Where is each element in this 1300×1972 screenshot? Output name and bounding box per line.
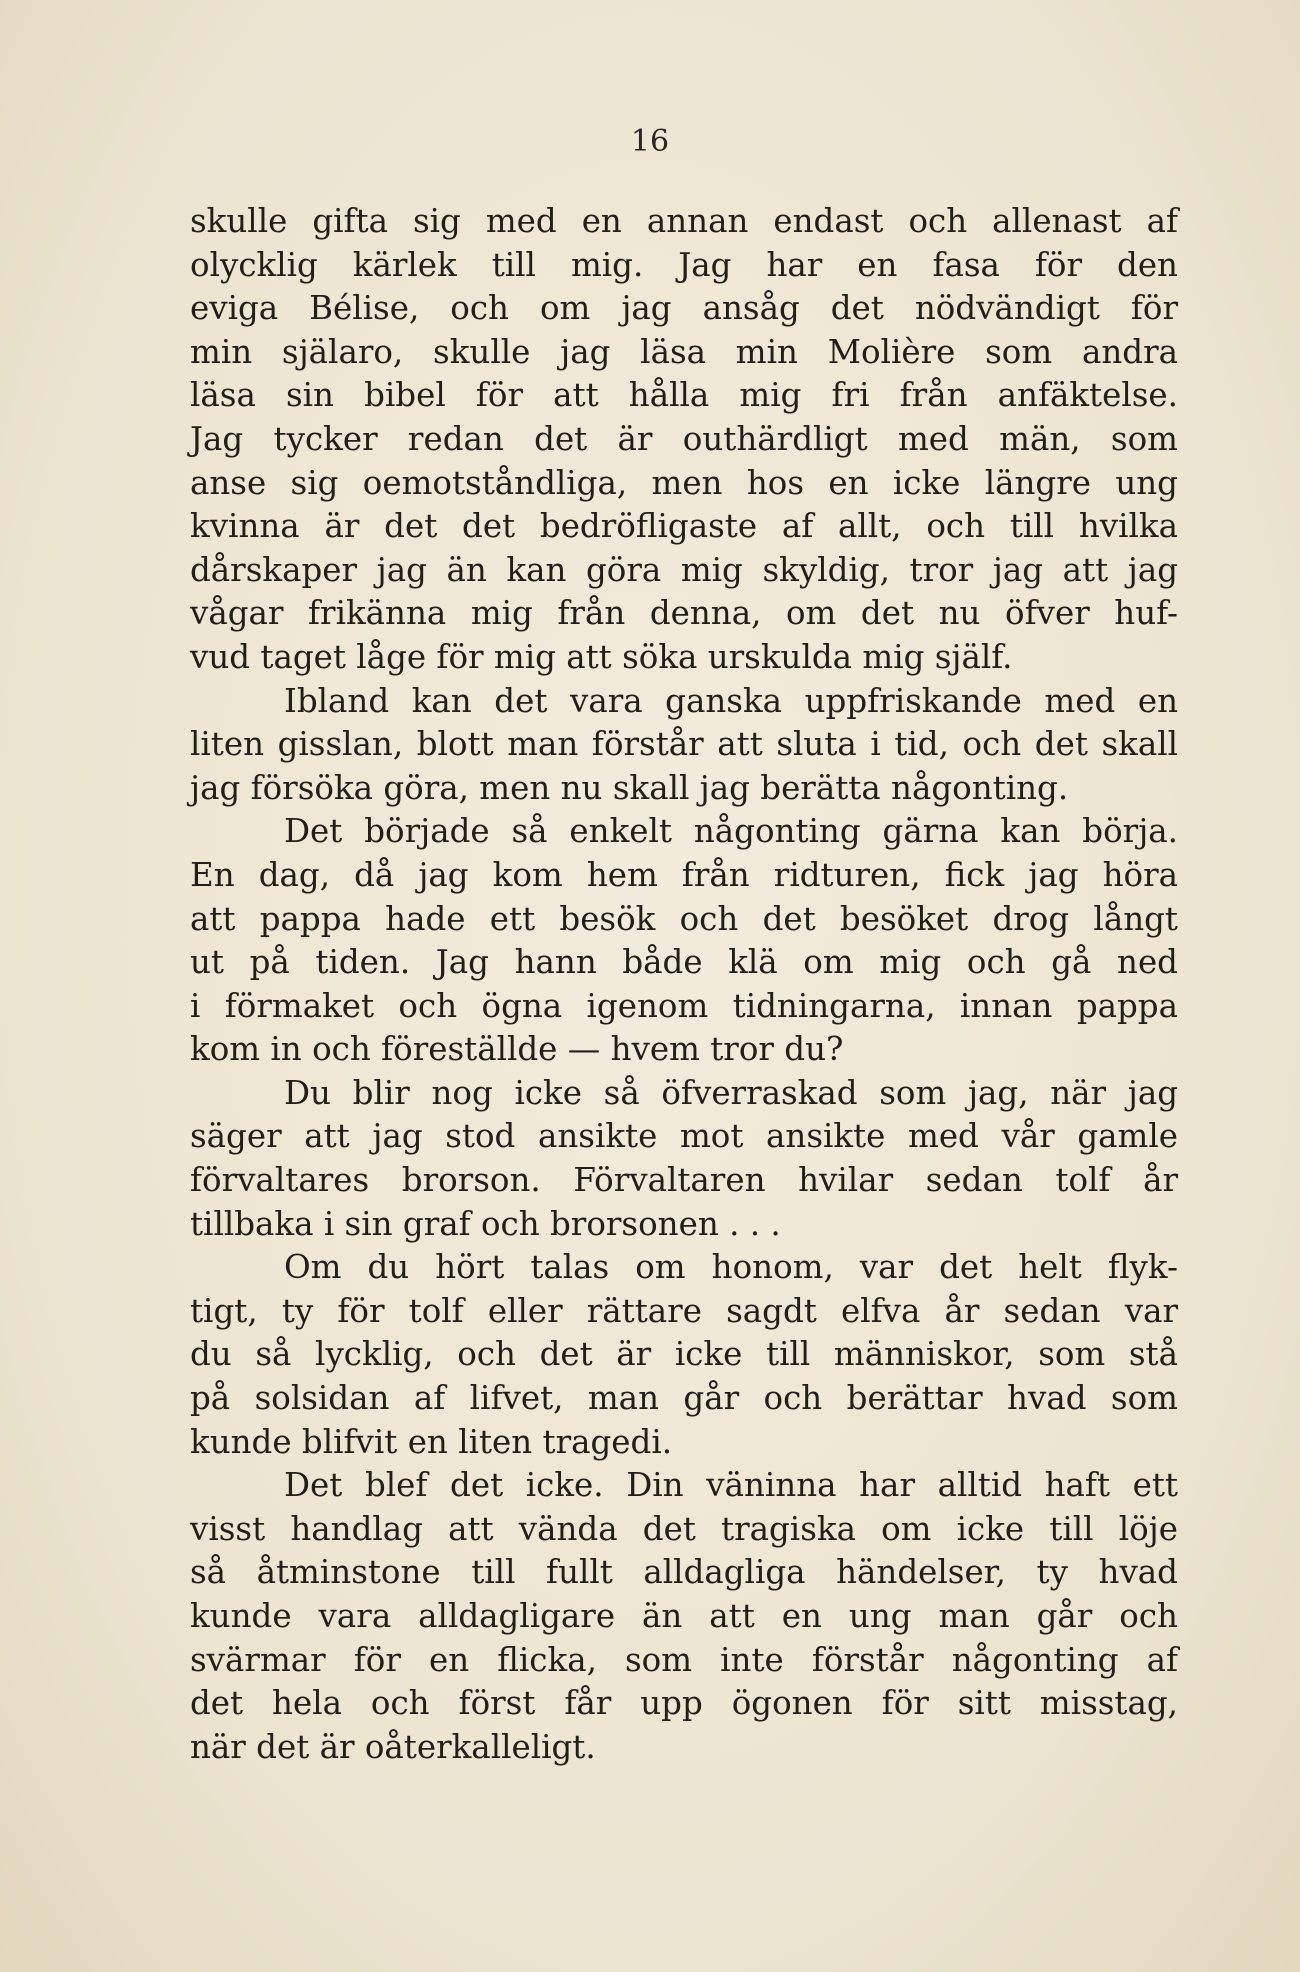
text-line: vågar frikänna mig från denna, om det nu öfver huf- (190, 594, 1178, 633)
paragraph (190, 810, 1178, 1072)
text-line: vud taget låge för mig att söka urskulda mig själf. (190, 637, 1013, 676)
text-line: min själaro, skulle jag läsa min Molière som andra (190, 332, 1178, 371)
text-line: ut på tiden. Jag hann både klä om mig och gå ned (190, 943, 1178, 982)
text-line: Det började så enkelt någonting gärna kan börja. (284, 812, 1178, 851)
paragraph (190, 200, 1178, 680)
text-line: dårskaper jag än kan göra mig skyldig, tror jag att jag (190, 550, 1178, 589)
text-line: kunde vara alldagligare än att en ung man går och (190, 1597, 1178, 1635)
text-line: anse sig oemotståndliga, men hos en icke längre ung (190, 463, 1178, 502)
text-line: på solsidan af lifvet, man går och berättar hvad som (190, 1379, 1178, 1418)
text-line: Du blir nog icke så öfverraskad som jag, när jag (284, 1073, 1178, 1112)
text-line: så åtminstone till fullt alldagliga händelser, ty hvad (190, 1553, 1178, 1592)
paragraph (190, 1246, 1178, 1464)
page-number: 16 (630, 124, 670, 159)
body-text (190, 200, 1178, 1769)
text-line: jag försöka göra, men nu skall jag berätta någonting. (190, 768, 1069, 807)
text-line: skulle gifta sig med en annan endast och allenast af (190, 202, 1178, 240)
text-line: olycklig kärlek till mig. Jag har en fasa för den (190, 245, 1178, 284)
text-line: tillbaka i sin graf och brorsonen . . . (190, 1204, 781, 1243)
text-line: Ibland kan det vara ganska uppfriskande med en (284, 681, 1178, 720)
text-line: du så lycklig, och det är icke till människor, som stå (190, 1335, 1178, 1374)
text-line: läsa sin bibel för att hålla mig fri från anfäktelse. (190, 376, 1178, 415)
text-line: Det blef det icke. Din väninna har alltid haft ett (284, 1466, 1178, 1505)
text-line: kvinna är det det bedröfligaste af allt, och till hvilka (190, 507, 1178, 546)
text-line: En dag, då jag kom hem från ridturen, fick jag höra (190, 855, 1178, 894)
paragraph (190, 1072, 1178, 1246)
text-line: tigt, ty för tolf eller rättare sagdt elfva år sedan var (190, 1291, 1178, 1330)
text-line: kom in och föreställde — hvem tror du? (190, 1030, 844, 1069)
text-line: när det är oåterkalleligt. (190, 1727, 596, 1766)
text-line: svärmar för en flicka, som inte förstår någonting af (190, 1640, 1178, 1679)
text-line: visst handlag att vända det tragiska om icke till löje (190, 1509, 1178, 1548)
text-line: Jag tycker redan det är outhärdligt med män, som (190, 419, 1178, 458)
text-line: i förmaket och ögna igenom tidningarna, innan pappa (190, 986, 1178, 1025)
text-line: kunde blifvit en liten tragedi. (190, 1422, 673, 1461)
text-line: att pappa hade ett besök och det besöket drog långt (190, 899, 1178, 938)
text-line: eviga Bélise, och om jag ansåg det nödvändigt för (190, 289, 1178, 328)
text-line: förvaltares brorson. Förvaltaren hvilar sedan tolf år (190, 1161, 1178, 1200)
text-line: Om du hört talas om honom, var det helt flyk- (284, 1248, 1178, 1287)
text-line: det hela och först får upp ögonen för sitt misstag, (190, 1684, 1178, 1723)
paragraph (190, 1464, 1178, 1769)
text-line: liten gisslan, blott man förstår att sluta i tid, och det skall (190, 725, 1178, 764)
text-line: säger att jag stod ansikte mot ansikte med vår gamle (190, 1117, 1178, 1156)
paragraph (190, 680, 1178, 811)
